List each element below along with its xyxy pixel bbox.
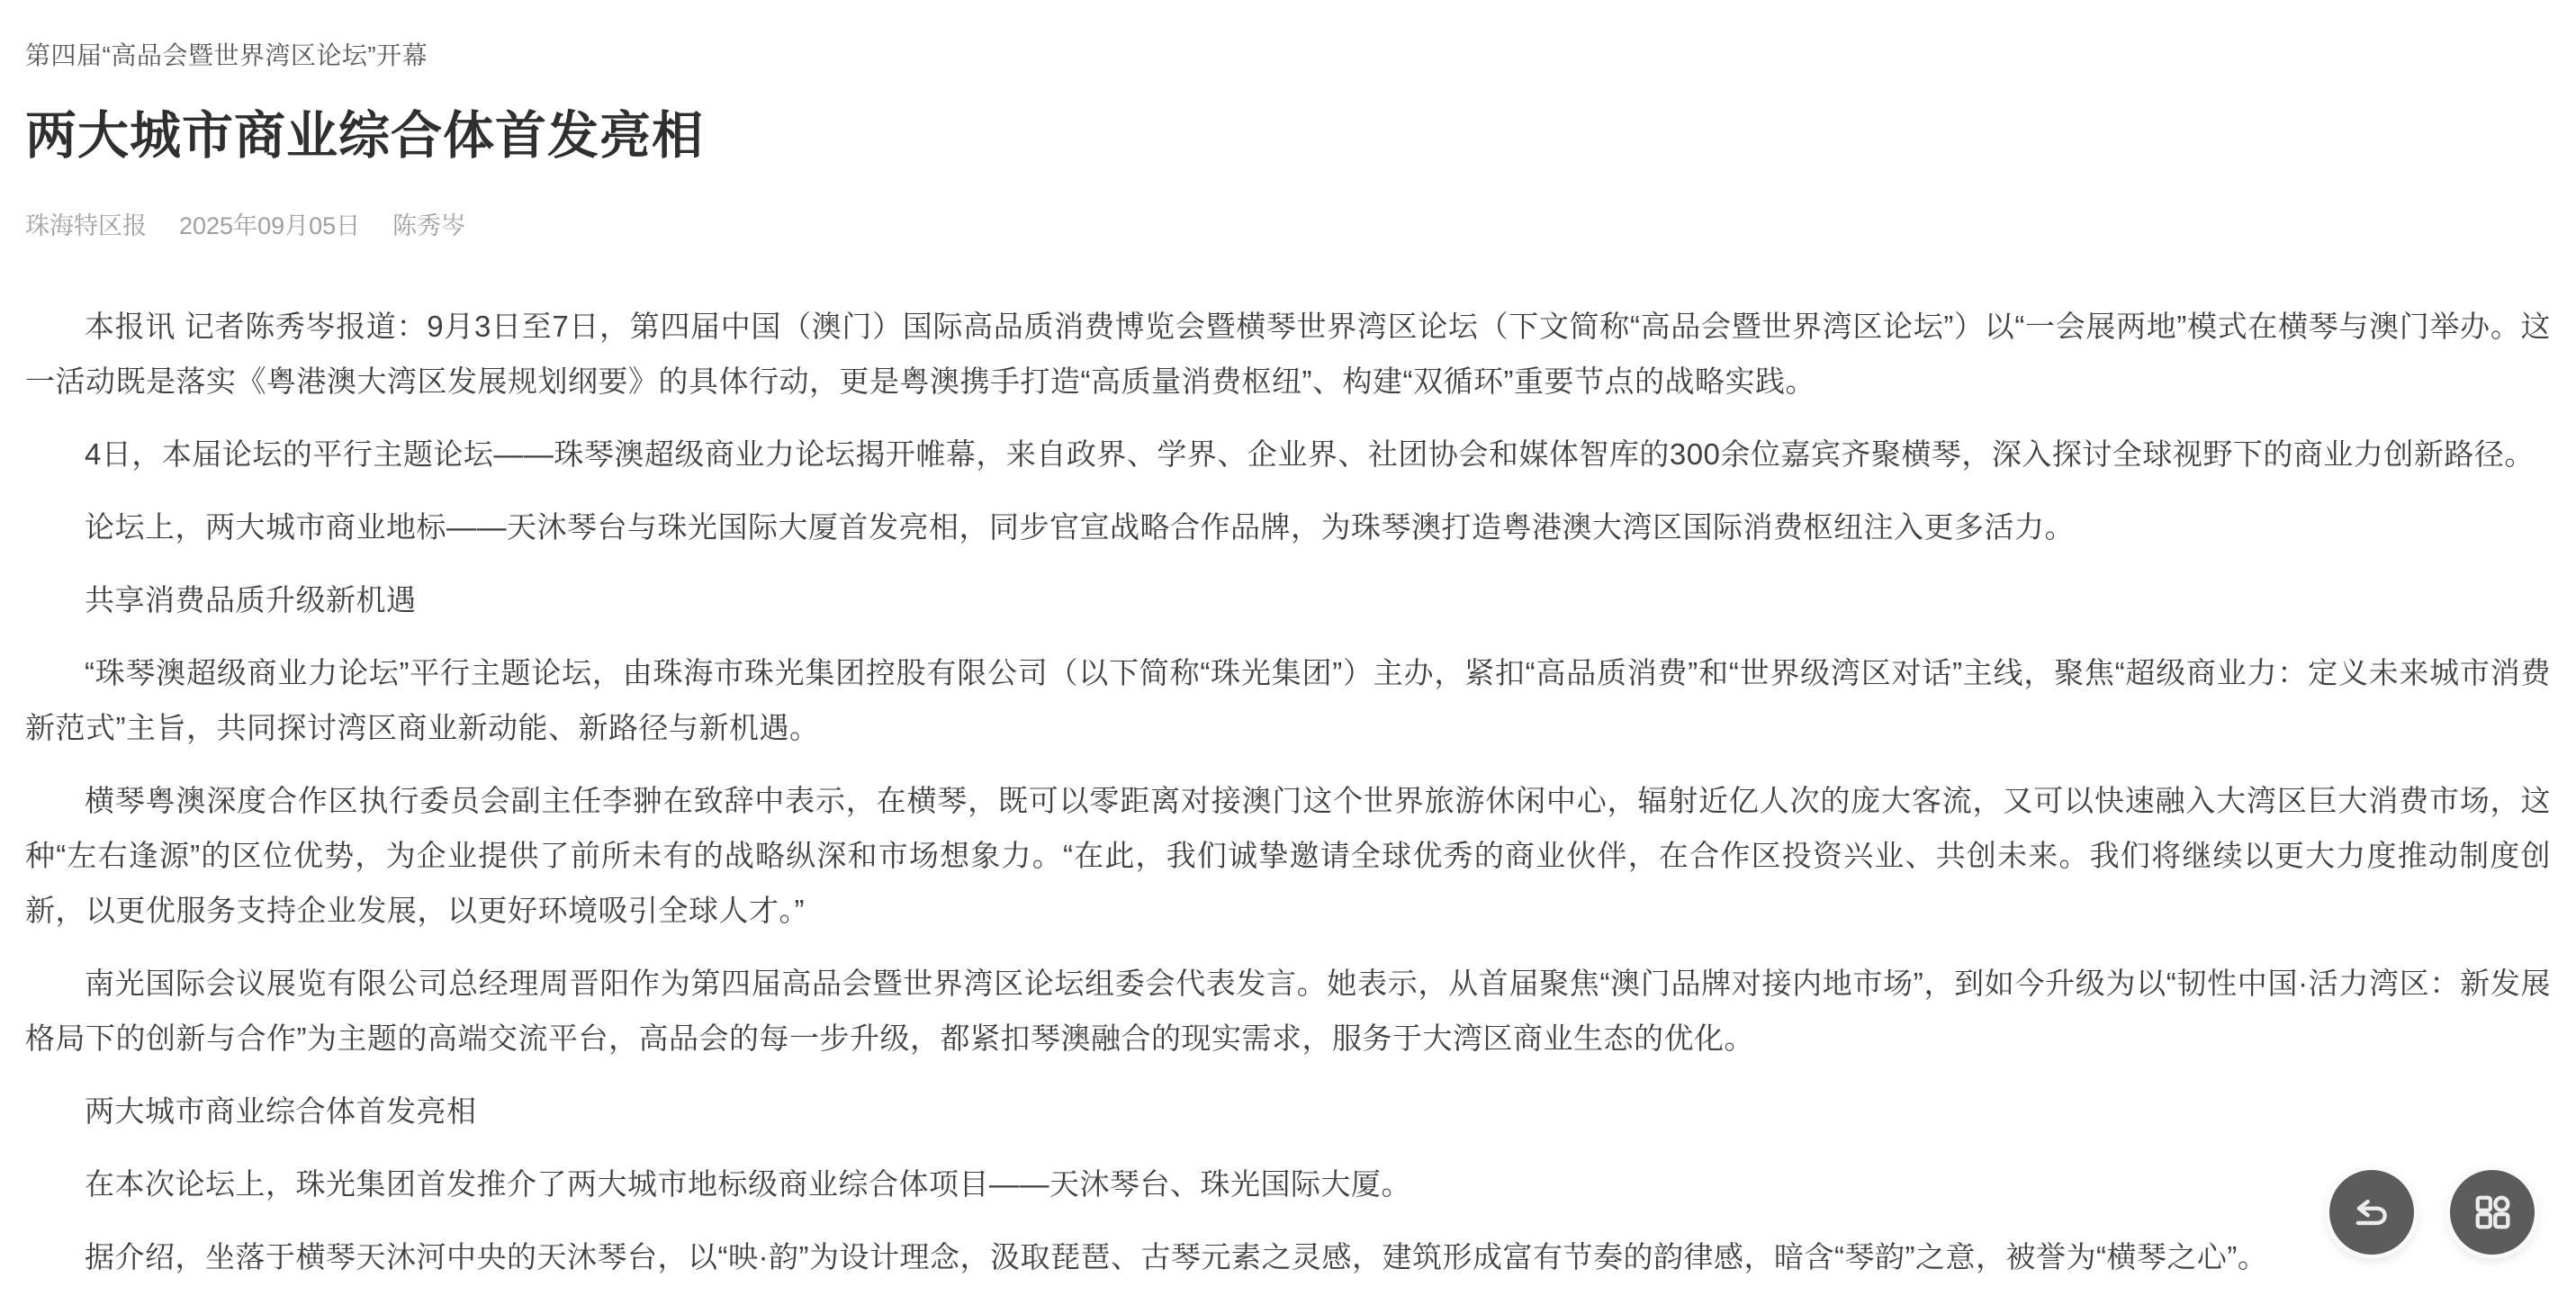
section-heading: 共享消费品质升级新机遇 [85, 582, 417, 616]
series-kicker: 第四届“高品会暨世界湾区论坛”开幕 [25, 41, 428, 69]
article-meta [25, 206, 2551, 241]
article-paragraph: 本报讯 记者陈秀岑报道：9月3日至7日，第四届中国（澳门）国际高品质消费博览会暨横琴世界湾区论坛（下文简称“高品会暨世界湾区论坛”）以“一会展两地”模式在横琴与澳门举办。这一活动既是落实《粤港澳大湾区发展规划纲要》的具体行动，更是粤澳携手打造“高质量消费枢纽”、构建“双循环”重要节点的战略实践。 [25, 309, 2551, 398]
article-paragraph: 4日，本届论坛的平行主题论坛——珠琴澳超级商业力论坛揭开帷幕，来自政界、学界、企业界、社团协会和媒体智库的300余位嘉宾齐聚横琴，深入探讨全球视野下的商业力创新路径。 [85, 436, 2535, 471]
apps-button[interactable] [2450, 1170, 2535, 1255]
floating-button-group [2329, 1170, 2535, 1255]
grid-icon [2469, 1189, 2516, 1236]
article-paragraph: 论坛上，两大城市商业地标——天沐琴台与珠光国际大厦首发亮相，同步官宣战略合作品牌，为珠琴澳打造粤港澳大湾区国际消费枢纽注入更多活力。 [85, 509, 2075, 544]
back-button[interactable] [2329, 1170, 2414, 1255]
article-body [25, 299, 2551, 1284]
meta-source: 珠海特区报 [25, 212, 147, 239]
meta-date: 2025年09月05日 [179, 212, 361, 239]
article-paragraph: 南光国际会议展览有限公司总经理周晋阳作为第四届高品会暨世界湾区论坛组委会代表发言。她表示，从首届聚焦“澳门品牌对接内地市场”，到如今升级为以“韧性中国·活力湾区：新发展格局下的创新与合作”为主题的高端交流平台，高品会的每一步升级，都紧扣琴澳融合的现实需求，服务于大湾区商业生态的优化。 [25, 966, 2551, 1055]
meta-author: 陈秀岑 [392, 212, 466, 239]
article-title: 两大城市商业综合体首发亮相 [25, 107, 704, 165]
section-heading: 两大城市商业综合体首发亮相 [85, 1094, 477, 1128]
article-paragraph: “珠琴澳超级商业力论坛”平行主题论坛，由珠海市珠光集团控股有限公司（以下简称“珠光集团”）主办，紧扣“高品质消费”和“世界级湾区对话”主线，聚焦“超级商业力：定义未来城市消费新范式”主旨，共同探讨湾区商业新动能、新路径与新机遇。 [25, 655, 2551, 744]
article-paragraph: 横琴粤澳深度合作区执行委员会副主任李翀在致辞中表示，在横琴，既可以零距离对接澳门这个世界旅游休闲中心，辐射近亿人次的庞大客流，又可以快速融入大湾区巨大消费市场，这种“左右逢源”的区位优势，为企业提供了前所未有的战略纵深和市场想象力。“在此，我们诚挚邀请全球优秀的商业伙伴，在合作区投资兴业、共创未来。我们将继续以更大力度推动制度创新，以更优服务支持企业发展，以更好环境吸引全球人才。” [25, 783, 2551, 927]
article-paragraph: 据介绍，坐落于横琴天沐河中央的天沐琴台，以“映·韵”为设计理念，汲取琵琶、古琴元素之灵感，建筑形成富有节奏的韵律感，暗含“琴韵”之意，被誉为“横琴之心”。 [85, 1239, 2268, 1274]
article-paragraph: 在本次论坛上，珠光集团首发推介了两大城市地标级商业综合体项目——天沐琴台、珠光国际大厦。 [85, 1166, 1411, 1201]
return-arrow-icon [2348, 1189, 2395, 1236]
